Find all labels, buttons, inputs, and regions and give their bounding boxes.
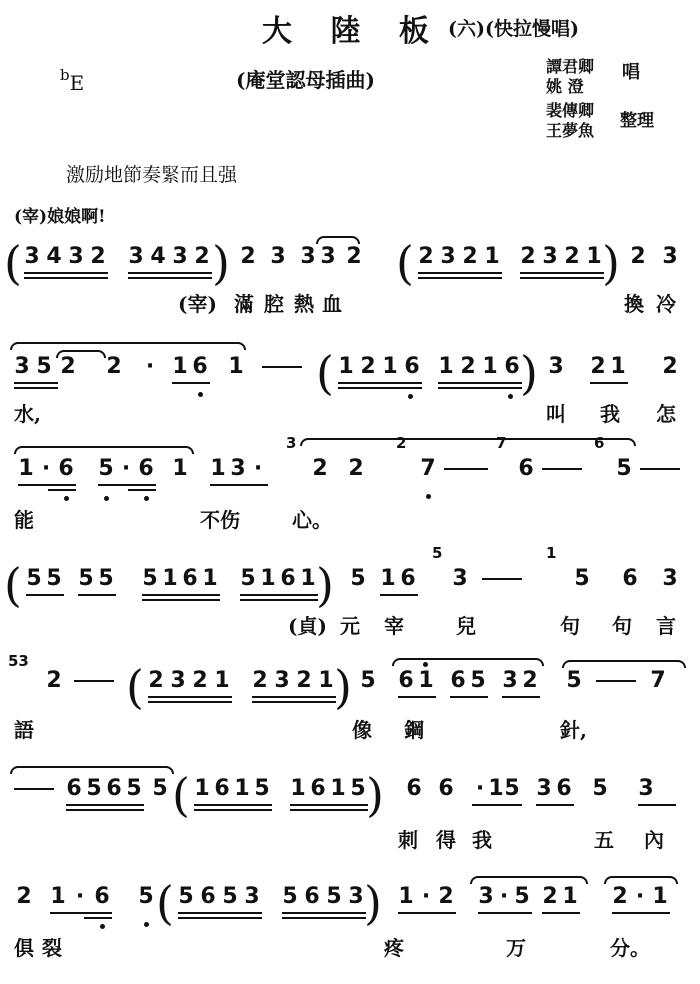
open-paren: ( — [156, 876, 174, 930]
close-paren: ) — [364, 876, 382, 930]
note: 3 — [24, 244, 40, 269]
lyric: 語 — [14, 718, 34, 742]
slur — [470, 876, 588, 884]
note: 1 — [488, 776, 504, 801]
key-signature — [60, 66, 84, 95]
note: 3 — [662, 566, 678, 591]
hold-dash — [262, 366, 302, 368]
note: 1 — [586, 244, 602, 269]
note: 5 — [98, 456, 114, 481]
note: 6 — [400, 566, 416, 591]
high-octave-dot — [423, 662, 428, 667]
low-octave-dot — [508, 394, 513, 399]
close-paren: ) — [334, 660, 352, 714]
open-paren: ( — [4, 236, 22, 290]
note: 5 — [350, 776, 366, 801]
score-row-6 — [0, 768, 700, 852]
note: 3 — [320, 244, 336, 269]
note: 6 — [450, 668, 466, 693]
note: 1 — [214, 668, 230, 693]
lyric: 冷 — [656, 292, 676, 316]
note: 5 — [222, 884, 238, 909]
note: 5 — [240, 566, 256, 591]
note: 1 — [234, 776, 250, 801]
note: 2 — [522, 668, 538, 693]
low-octave-dot — [408, 394, 413, 399]
note: 2 — [438, 884, 454, 909]
lyric: 像 — [352, 718, 372, 742]
note: 6 — [94, 884, 110, 909]
note: 3 — [172, 244, 188, 269]
note: 6 — [304, 884, 320, 909]
lyric: 怎 — [656, 402, 676, 426]
lyric: 鋼 — [404, 718, 424, 742]
note: 3 — [244, 884, 260, 909]
low-octave-dot — [198, 392, 203, 397]
note: 2 — [348, 456, 364, 481]
note: 2 — [46, 668, 62, 693]
note: 2 — [192, 668, 208, 693]
score-row-3 — [0, 434, 700, 532]
note: 3 — [300, 244, 316, 269]
open-paren: ( — [316, 346, 334, 400]
note: 2 — [346, 244, 362, 269]
note: 3 — [536, 776, 552, 801]
note: 5 — [282, 884, 298, 909]
grace-note: 1 — [546, 544, 557, 562]
note: 5 — [566, 668, 582, 693]
note: 5 — [254, 776, 270, 801]
lyric: 五 — [594, 828, 614, 852]
close-paren: ) — [602, 236, 620, 290]
subtitle: (庵堂認母插曲) — [236, 68, 375, 92]
note: 1 — [194, 776, 210, 801]
lyric: 言 — [656, 614, 676, 638]
note: 1 — [228, 354, 244, 379]
note: 1 — [18, 456, 34, 481]
note: 3 — [502, 668, 518, 693]
note: 1 — [172, 456, 188, 481]
note: 3 — [274, 668, 290, 693]
singer-2: 姚 澄 — [546, 77, 584, 96]
note: 2 — [630, 244, 646, 269]
note: 2 — [252, 668, 268, 693]
note: 6 — [556, 776, 572, 801]
lyric: 叫 — [546, 402, 566, 426]
note: 3 — [128, 244, 144, 269]
note: 6 — [214, 776, 230, 801]
score-row-4 — [0, 544, 700, 638]
note: 6 — [192, 354, 208, 379]
note: 5 — [178, 884, 194, 909]
note: 6 — [438, 776, 454, 801]
note: · — [635, 884, 645, 909]
note: · — [121, 456, 131, 481]
key-letter: E — [69, 71, 85, 95]
note: 7 — [420, 456, 436, 481]
note: 1 — [652, 884, 668, 909]
hold-dash — [444, 468, 488, 470]
arranger-role: 整理 — [620, 111, 654, 131]
lyric: 不伤 — [200, 508, 240, 532]
arranger-1: 裴傳卿 — [546, 101, 595, 120]
low-octave-dot — [64, 496, 69, 501]
note: 3 — [230, 456, 246, 481]
note: · — [499, 884, 509, 909]
singer-1: 譚君卿 — [546, 57, 595, 76]
note: 2 — [662, 354, 678, 379]
note: 5 — [152, 776, 168, 801]
grace-note: 53 — [8, 652, 29, 670]
score-row-1 — [0, 236, 700, 316]
note: 3 — [68, 244, 84, 269]
note: 2 — [312, 456, 328, 481]
note: 6 — [622, 566, 638, 591]
note: 3 — [452, 566, 468, 591]
note: 5 — [592, 776, 608, 801]
note: 1 — [162, 566, 178, 591]
lyric: 內 — [644, 828, 664, 852]
lyric: 分。 — [610, 936, 650, 960]
note: 6 — [66, 776, 82, 801]
lyric: 熱 — [294, 292, 314, 316]
note: 3 — [14, 354, 30, 379]
note: 5 — [616, 456, 632, 481]
note: 3 — [270, 244, 286, 269]
low-octave-dot — [144, 922, 149, 927]
flat-sign: b — [60, 66, 70, 84]
note: 1 — [50, 884, 66, 909]
slur — [56, 350, 106, 358]
note: 3 — [662, 244, 678, 269]
low-octave-dot — [426, 494, 431, 499]
note: 5 — [326, 884, 342, 909]
piece-title: 大 陸 板 — [262, 14, 443, 49]
lyric: 句 — [560, 614, 580, 638]
close-paren: ) — [212, 236, 230, 290]
lyric: 針, — [560, 718, 587, 742]
note: 5 — [138, 884, 154, 909]
hold-dash — [14, 788, 54, 790]
note: 2 — [418, 244, 434, 269]
close-paren: ) — [520, 346, 538, 400]
slur — [562, 660, 686, 668]
note: 1 — [318, 668, 334, 693]
note: 2 — [194, 244, 210, 269]
score-row-2 — [0, 346, 700, 426]
note: 2 — [520, 244, 536, 269]
lyric: 裂 — [42, 936, 62, 960]
score-row-7 — [0, 876, 700, 960]
note: 2 — [612, 884, 628, 909]
lyric: 得 — [436, 828, 456, 852]
note: 1 — [382, 354, 398, 379]
close-paren: ) — [316, 558, 334, 612]
note: 2 — [16, 884, 32, 909]
hold-dash — [482, 578, 522, 580]
hold-dash — [596, 680, 636, 682]
lyric: 元 — [340, 614, 360, 638]
lyric: 心。 — [292, 508, 332, 532]
hold-dash — [74, 680, 114, 682]
lyric: 能 — [14, 508, 34, 532]
low-octave-dot — [104, 496, 109, 501]
note: 3 — [348, 884, 364, 909]
grace-note: 5 — [432, 544, 443, 562]
note: 1 — [562, 884, 578, 909]
open-paren: ( — [4, 558, 22, 612]
lyric: 疼 — [384, 936, 404, 960]
note: 5 — [98, 566, 114, 591]
lyric: 刺 — [398, 828, 418, 852]
note: 5 — [26, 566, 42, 591]
note: 6 — [398, 668, 414, 693]
note: 5 — [46, 566, 62, 591]
note: 5 — [360, 668, 376, 693]
note: 5 — [504, 776, 520, 801]
note: 6 — [406, 776, 422, 801]
note: 2 — [590, 354, 606, 379]
lyric: 滿 — [234, 292, 254, 316]
note: 6 — [518, 456, 534, 481]
note: · — [475, 776, 485, 801]
note: 5 — [36, 354, 52, 379]
note: 3 — [170, 668, 186, 693]
hold-dash — [640, 468, 680, 470]
note: 2 — [360, 354, 376, 379]
note: 5 — [350, 566, 366, 591]
lyric: 俱 — [14, 936, 34, 960]
low-octave-dot — [100, 924, 105, 929]
note: 5 — [78, 566, 94, 591]
lyric: (貞) — [288, 614, 327, 638]
note: 1 — [260, 566, 276, 591]
note: 6 — [404, 354, 420, 379]
slur — [392, 658, 544, 666]
singer-role: 唱 — [622, 62, 640, 83]
open-paren: ( — [126, 660, 144, 714]
note: 3 — [478, 884, 494, 909]
note: · — [253, 456, 263, 481]
lyric: 我 — [472, 828, 492, 852]
note: 5 — [86, 776, 102, 801]
note: 5 — [514, 884, 530, 909]
note: 6 — [310, 776, 326, 801]
note: 1 — [290, 776, 306, 801]
note: 1 — [482, 354, 498, 379]
lyric: 水, — [14, 402, 41, 426]
note: 4 — [46, 244, 62, 269]
note: 6 — [106, 776, 122, 801]
note: 1 — [484, 244, 500, 269]
note: 2 — [462, 244, 478, 269]
lyric: 万 — [506, 936, 526, 960]
note: 3 — [638, 776, 654, 801]
note: 2 — [542, 884, 558, 909]
note: · — [75, 884, 85, 909]
note: 2 — [564, 244, 580, 269]
slur — [316, 236, 360, 244]
grace-note: 6 — [594, 434, 605, 452]
note: 1 — [610, 354, 626, 379]
lyric: 血 — [322, 292, 342, 316]
slur — [14, 446, 194, 454]
note: 2 — [240, 244, 256, 269]
score-row-5 — [0, 652, 700, 742]
note: 1 — [438, 354, 454, 379]
note: 2 — [148, 668, 164, 693]
note: 6 — [280, 566, 296, 591]
grace-note: 3 — [286, 434, 297, 452]
note: 3 — [548, 354, 564, 379]
note: 3 — [542, 244, 558, 269]
note: 7 — [650, 668, 666, 693]
note: 4 — [150, 244, 166, 269]
lyric: 兒 — [456, 614, 476, 638]
note: · — [41, 456, 51, 481]
arranger-2: 王夢魚 — [546, 121, 595, 140]
open-paren: ( — [396, 236, 414, 290]
slur — [300, 438, 636, 446]
slur — [10, 342, 246, 350]
slur — [604, 876, 678, 884]
note: 6 — [504, 354, 520, 379]
tempo-marking: 激励地節奏緊而且强 — [66, 164, 238, 186]
hold-dash — [542, 468, 582, 470]
open-paren: ( — [172, 768, 190, 822]
note: 6 — [58, 456, 74, 481]
note: 5 — [574, 566, 590, 591]
note: · — [145, 354, 155, 379]
note: 6 — [138, 456, 154, 481]
note: 6 — [182, 566, 198, 591]
note: 2 — [60, 354, 76, 379]
note: 2 — [106, 354, 122, 379]
note: 1 — [210, 456, 226, 481]
note: 1 — [202, 566, 218, 591]
note: 1 — [172, 354, 188, 379]
note: · — [421, 884, 431, 909]
note: 1 — [300, 566, 316, 591]
close-paren: ) — [366, 768, 384, 822]
lyric: 句 — [612, 614, 632, 638]
note: 2 — [460, 354, 476, 379]
lyric: 我 — [600, 402, 620, 426]
lyric: 宰 — [384, 614, 404, 638]
note: 1 — [330, 776, 346, 801]
lyric: 換 — [624, 292, 644, 316]
grace-note: 7 — [496, 434, 507, 452]
note: 2 — [296, 668, 312, 693]
title-suffix: (六)(快拉慢唱) — [448, 18, 579, 40]
note: 2 — [90, 244, 106, 269]
note: 6 — [200, 884, 216, 909]
note: 3 — [440, 244, 456, 269]
note: 1 — [380, 566, 396, 591]
note: 1 — [398, 884, 414, 909]
slur — [10, 766, 174, 774]
lyric: 腔 — [264, 292, 284, 316]
note: 1 — [418, 668, 434, 693]
lyric: (宰) — [178, 292, 217, 316]
grace-note: 2 — [396, 434, 407, 452]
note: 5 — [470, 668, 486, 693]
note: 5 — [142, 566, 158, 591]
low-octave-dot — [144, 496, 149, 501]
note: 1 — [338, 354, 354, 379]
note: 5 — [126, 776, 142, 801]
intro-speech: (宰)娘娘啊! — [14, 207, 106, 227]
